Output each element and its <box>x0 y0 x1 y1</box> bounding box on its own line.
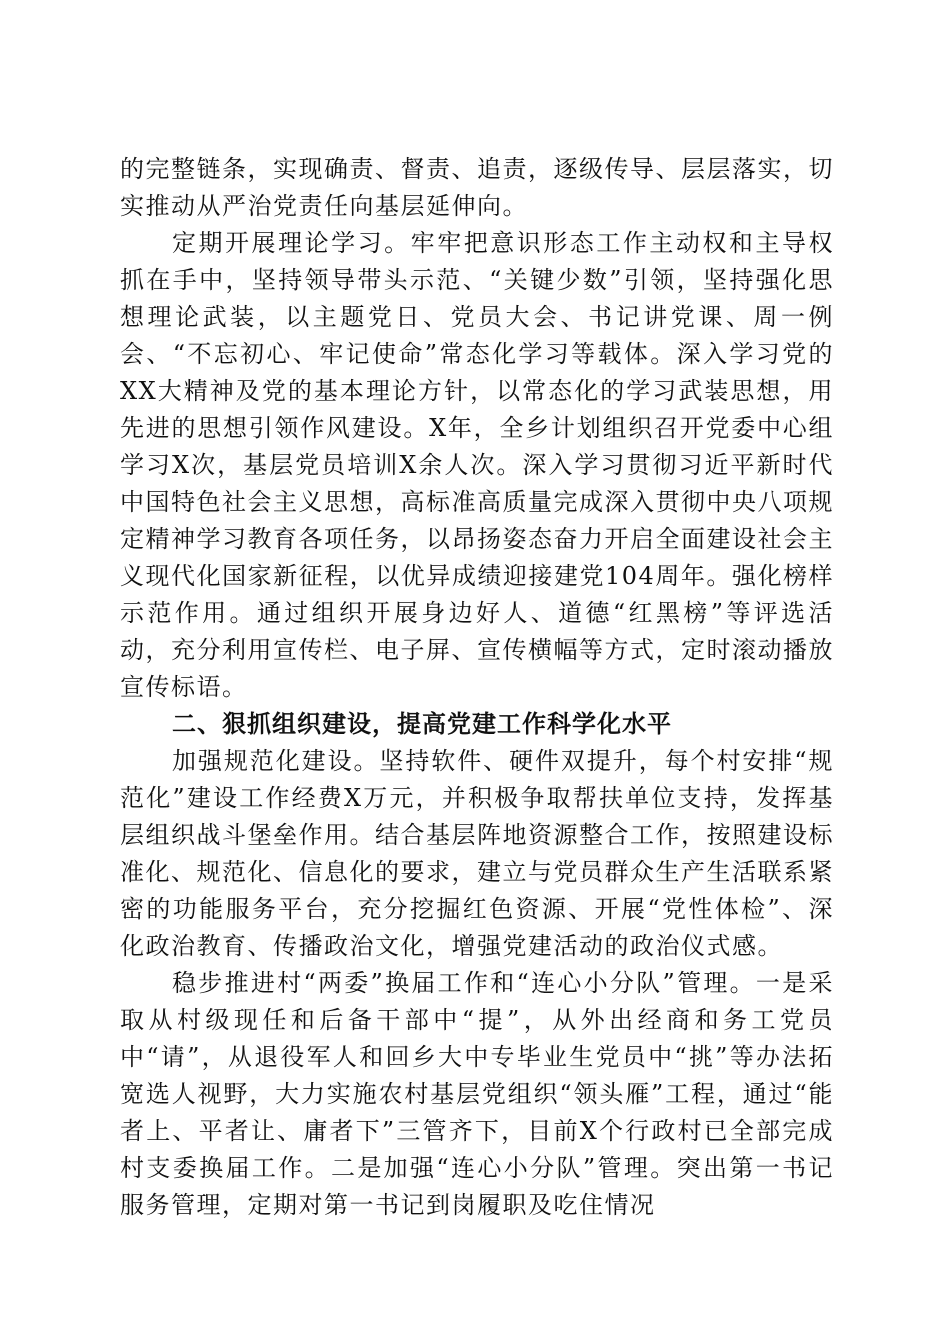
paragraph-continuation: 的完整链条，实现确责、督责、追责，逐级传导、层层落实，切实推动从严治党责任向基层延伸向。 <box>120 155 834 220</box>
paragraph-standardization: 加强规范化建设。坚持软件、硬件双提升，每个村安排“规范化”建设工作经费X万元，并积极争取帮扶单位支持，发挥基层组织战斗堡垒作用。结合基层阵地资源整合工作，按照建设标准化、规范化、信息化的要求，建立与党员群众生产生活联系紧密的功能服务平台，充分挖掘红色资源、开展“党性体检”、深化政治教育、传播政治文化，增强党建活动的政治仪式感。 <box>120 747 834 960</box>
paragraph-village-election: 稳步推进村“两委”换届工作和“连心小分队”管理。一是采取从村级现任和后备干部中“提”，从外出经商和务工党员中“请”，从退役军人和回乡大中专毕业生党员中“挑”等办法拓宽选人视野，大力实施农村基层党组织“领头雁”工程，通过“能者上、平者让、庸者下”三管齐下，目前X个行政村已全部完成村支委换届工作。二是加强“连心小分队”管理。突出第一书记服务管理，定期对第一书记到岗履职及吃住情况 <box>120 969 834 1219</box>
section-heading: 二、狠抓组织建设，提高党建工作科学化水平 <box>172 710 672 738</box>
paragraph-theory-study: 定期开展理论学习。牢牢把意识形态工作主动权和主导权抓在手中，坚持领导带头示范、“关键少数”引领，坚持强化思想理论武装，以主题党日、党员大会、书记讲党课、周一例会、“不忘初心、牢记使命”常态化学习等载体。深入学习党的XX大精神及党的基本理论方针，以常态化的学习武装思想，用先进的思想引领作风建设。X年，全乡计划组织召开党委中心组学习X次，基层党员培训X余人次。深入学习贯彻习近平新时代中国特色社会主义思想，高标准高质量完成深入贯彻中央八项规定精神学习教育各项任务，以昂扬姿态奋力开启全面建设社会主义现代化国家新征程，以优异成绩迎接建党104周年。强化榜样示范作用。通过组织开展身边好人、道德“红黑榜”等评选活动，充分利用宣传栏、电子屏、宣传横幅等方式，定时滚动播放宣传标语。 <box>120 229 834 701</box>
document-body <box>120 151 834 1224</box>
